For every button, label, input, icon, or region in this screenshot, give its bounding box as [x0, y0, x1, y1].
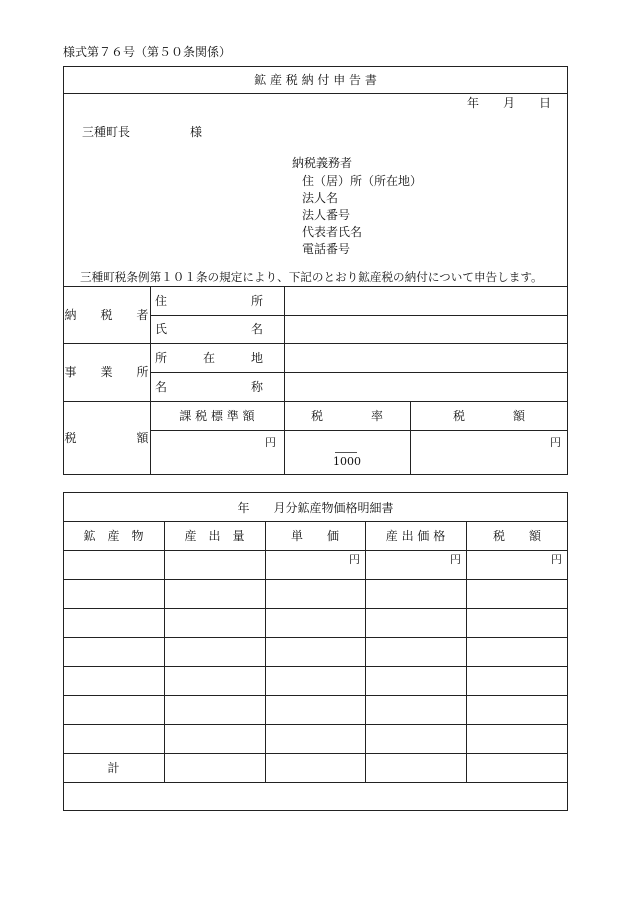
col-header-mineral: 鉱 産 物: [83, 529, 144, 543]
date-day: 日: [539, 96, 552, 110]
unit-price-yen: 円: [349, 553, 360, 566]
taxpayer-heading: 納税義務者: [292, 156, 353, 170]
total-label: 計: [107, 761, 120, 775]
tax-yen: 円: [550, 436, 561, 449]
tax-base-field[interactable]: [151, 431, 283, 474]
date-year: 年: [467, 96, 480, 110]
tax-rate-header: 税 率: [310, 409, 383, 423]
taxpayer-name-field[interactable]: [285, 316, 567, 342]
office-name-row-label: 名 称: [155, 380, 264, 394]
taxpayer-address-row-label: 住 所: [155, 294, 264, 308]
tax-rate-denominator: 1000: [333, 455, 361, 468]
col-header-tax: 税 額: [492, 529, 541, 543]
office-section-label: 事 業 所: [64, 365, 149, 379]
taxpayer-section-label: 納 税 者: [64, 308, 149, 322]
office-name-field[interactable]: [285, 373, 567, 400]
office-location-row-label: 所 在 地: [155, 351, 264, 365]
addressee: 三種町長 様: [82, 125, 203, 139]
taxpayer-rep-name-label: 代表者氏名: [302, 225, 363, 239]
tax-field[interactable]: [411, 431, 567, 474]
fraction-bar: [335, 452, 357, 453]
tax-column-yen: 円: [551, 553, 562, 566]
form-title: 鉱 産 税 納 付 申 告 書: [254, 73, 377, 87]
taxpayer-name-row-label: 氏 名: [155, 322, 264, 336]
output-price-yen: 円: [450, 553, 461, 566]
detail-title: 年 月分鉱産物価格明細書: [237, 501, 394, 515]
taxpayer-corp-number-label: 法人番号: [302, 208, 351, 222]
tax-base-yen: 円: [265, 436, 276, 449]
taxpayer-corp-name-label: 法人名: [302, 191, 339, 205]
taxpayer-phone-label: 電話番号: [302, 242, 351, 256]
col-header-output-price: 産 出 価 格: [385, 529, 446, 543]
date-month: 月: [503, 96, 516, 110]
taxpayer-address-label: 住（居）所（所在地）: [302, 174, 423, 188]
declaration-text: 三種町税条例第１０１条の規定により、下記のとおり鉱産税の納付について申告します。: [80, 270, 543, 284]
office-location-field[interactable]: [285, 344, 567, 371]
tax-header: 税 額: [452, 409, 525, 423]
tax-amount-section-label: 税 額: [64, 431, 149, 445]
tax-base-header: 課 税 標 準 額: [179, 409, 255, 423]
col-header-output-quantity: 産 出 量: [184, 529, 245, 543]
taxpayer-address-field[interactable]: [285, 287, 567, 314]
col-header-unit-price: 単 価: [290, 529, 339, 543]
form-number-label: 様式第７６号（第５０条関係）: [63, 45, 232, 59]
